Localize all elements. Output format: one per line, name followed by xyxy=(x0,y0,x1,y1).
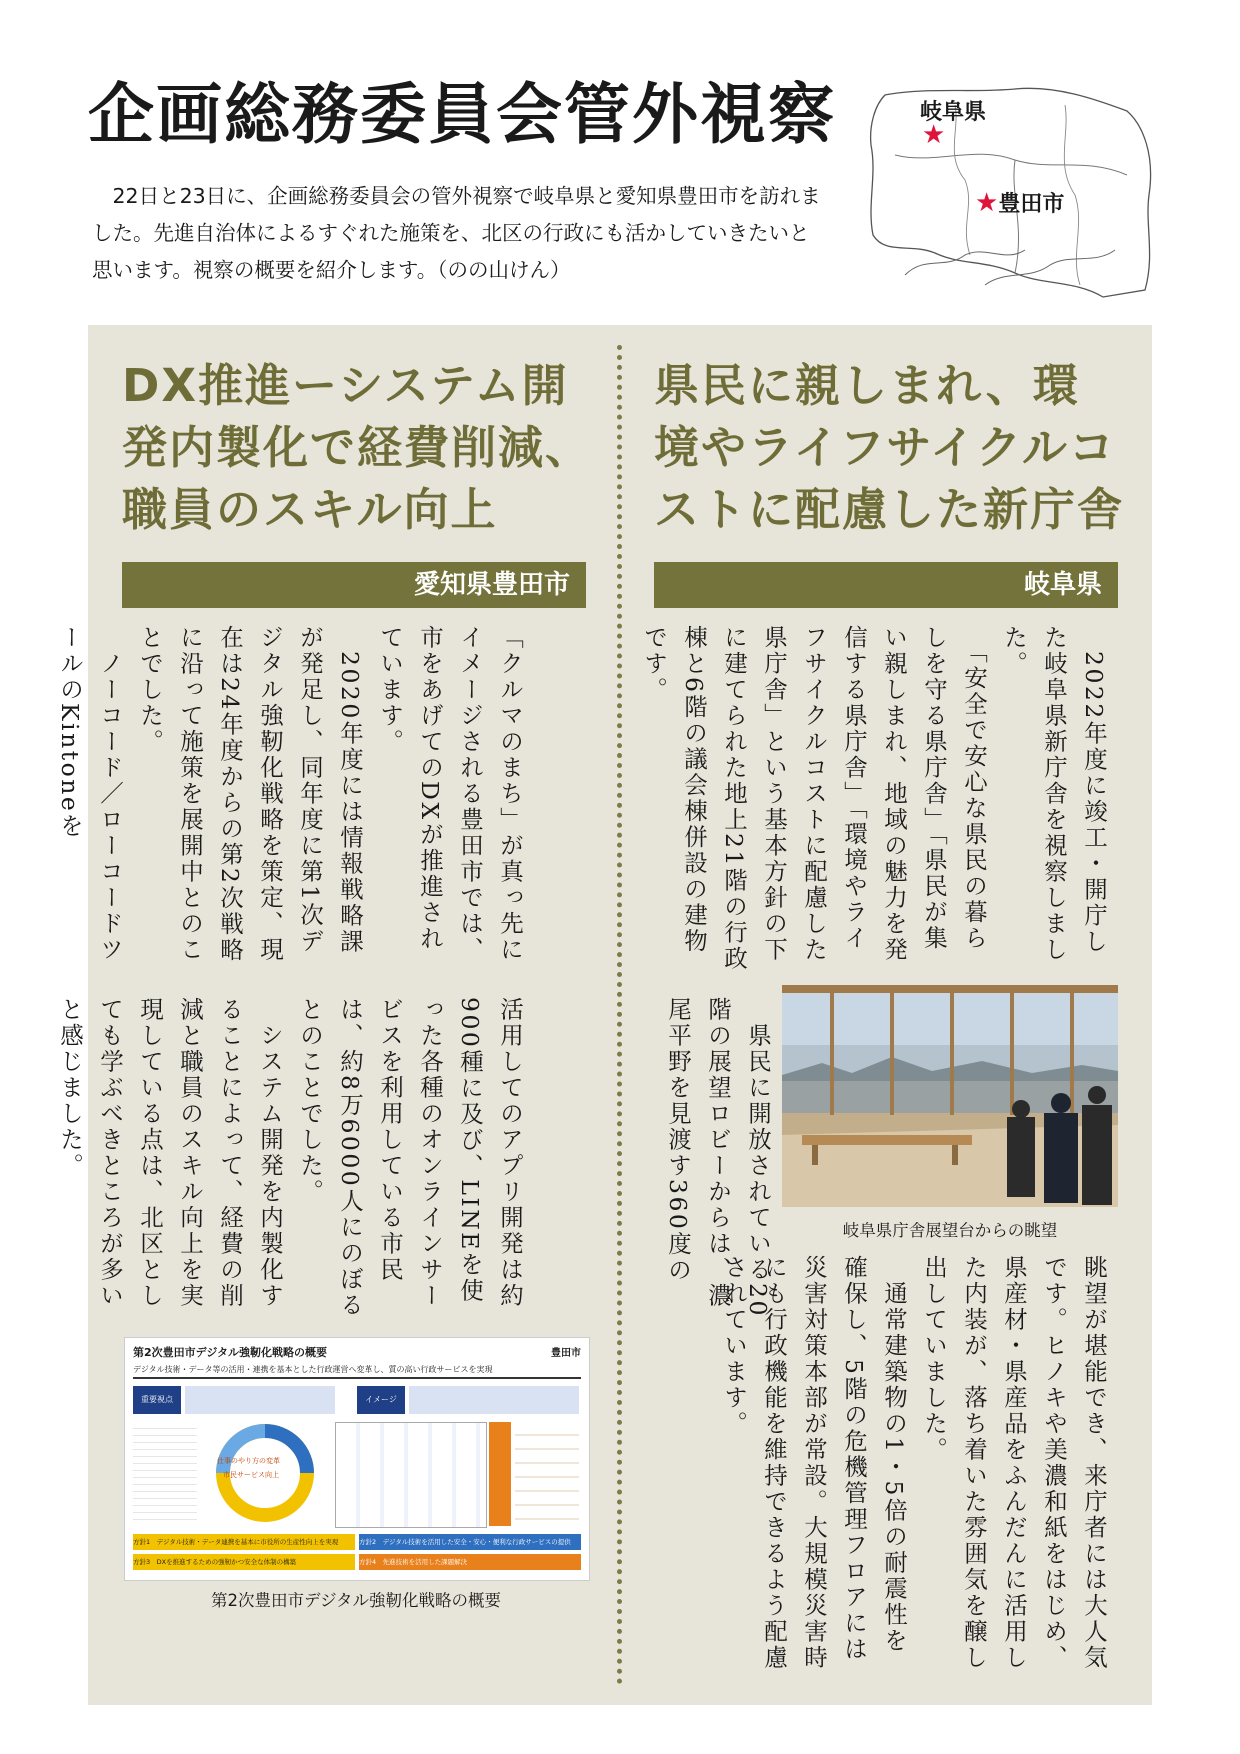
figure-policy-2: 方針2 デジタル技術を活用した安全・安心・便利な行政サービスの提供 xyxy=(359,1534,581,1550)
observation-deck-photo xyxy=(782,985,1118,1207)
dx-strategy-figure xyxy=(124,1337,590,1581)
figure-logo: 豊田市 xyxy=(551,1348,581,1359)
figure-ring-label-2: 市民サービス向上 xyxy=(223,1471,279,1479)
intro-paragraph: 22日と23日に、企画総務委員会の管外視察で岐阜県と愛知県豊田市を訪れました。先進自治体によるすぐれた施策を、北区の行政にも活かしていきたいと思います。視察の概要を紹介します。（のの山けん） xyxy=(92,184,821,282)
figure-image-box xyxy=(409,1386,579,1414)
photo-illustration xyxy=(782,985,1118,1207)
figure-subtitle: デジタル技術・データ等の活用・連携を基本とした行政運営へ変革し、質の高い行政サービスを実現 xyxy=(133,1364,581,1379)
right-body-bottom: 眺望が堪能でき、来庁者には大人気です。ヒノキや美濃和紙をはじめ、県産材・県産品をふんだんに活用した内装が、落ち着いた雰囲気を醸し出していました。 通常建築物の1・5倍の耐震性を確保し、5階の危機管理フロアには災害対策本部が常設。大規模災害時にも行政機能を維持できるよう配慮されています。 xyxy=(720,1255,1108,1671)
content-panel xyxy=(56,325,1152,1705)
left-body-bottom: 活用してのアプリ開発は約900種に及び、LINEを使った各種のオンラインサービスを利用している市民は、約8万6000人にのぼるとのことでした。 システム開発を内製化することによって、経費の削減と職員のスキル向上を実現している点は、北区としても学ぶべきところが多いと感じました。 xyxy=(56,997,524,1319)
figure-policy-3: 方針3 DXを推進するための強靭かつ安全な体制の構築 xyxy=(133,1554,355,1570)
right-headline: 県民に親しまれ、環境やライフサイクルコストに配慮した新庁舎 xyxy=(654,359,1125,536)
column-divider xyxy=(617,345,622,1685)
map-label-toyota: 豊田市 xyxy=(998,192,1065,217)
map-label-gifu: 岐阜県 xyxy=(920,100,987,125)
figure-tag-box xyxy=(185,1386,335,1414)
figure-center-diagram xyxy=(335,1422,487,1528)
left-body-top: 「クルマのまち」が真っ先にイメージされる豊田市では、市をあげてのDXが推進されています。 2020年度には情報戦略課が発足し、同年度に第1次デジタル強靭化戦略を策定、現在は24年度からの第2次戦略に沿って施策を展開中とのことでした。 ノーコード／ローコードツールのKintoneを xyxy=(56,625,524,964)
figure-left-notes xyxy=(133,1422,197,1526)
right-body-top: 2022年度に竣工・開庁した岐阜県新庁舎を視察しました。 「安全で安心な県民の暮らしを守る県庁舎」「県民が集い親しまれ、地域の魅力を発信する県庁舎」「環境やライフサイクルコストに配慮した県庁舎」という基本方針の下に建てられた地上21階の行政棟と6階の議会棟併設の建物です。 xyxy=(640,625,1108,972)
gifu-marker-icon: ★ xyxy=(922,120,946,150)
figure-orange-column xyxy=(489,1422,511,1526)
figure-policy-4: 方針4 先進技術を活用した課題解決 xyxy=(359,1554,581,1570)
figure-caption: 第2次豊田市デジタル強靭化戦略の概要 xyxy=(210,1591,501,1610)
left-headline: DX推進ーシステム開発内製化で経費削減、職員のスキル向上 xyxy=(122,359,593,536)
figure-policy-1: 方針1 デジタル技術・データ連携を基本に市役所の生産性向上を実現 xyxy=(133,1534,355,1550)
figure-title: 第2次豊田市デジタル強靭化戦略の概要 xyxy=(133,1346,327,1359)
region-map xyxy=(865,85,1162,305)
left-location-band: 愛知県豊田市 xyxy=(122,562,586,608)
figure-right-icons xyxy=(515,1422,579,1526)
map-label-toyota-group xyxy=(975,187,1064,218)
right-location-band: 岐阜県 xyxy=(654,562,1118,608)
figure-ring-label-1: 仕事のやり方の変革 xyxy=(217,1457,280,1465)
right-body-mid: 県民に開放されている20階の展望ロビーからは、濃尾平野を見渡す360度の xyxy=(664,997,772,1318)
page-title: 企画総務委員会管外視察 xyxy=(88,76,836,153)
figure-tag-image: イメージ xyxy=(357,1386,405,1414)
photo-caption: 岐阜県庁舎展望台からの眺望 xyxy=(842,1221,1058,1240)
toyota-marker-icon: ★ xyxy=(975,188,999,218)
figure-tag-important: 重要視点 xyxy=(133,1386,181,1414)
